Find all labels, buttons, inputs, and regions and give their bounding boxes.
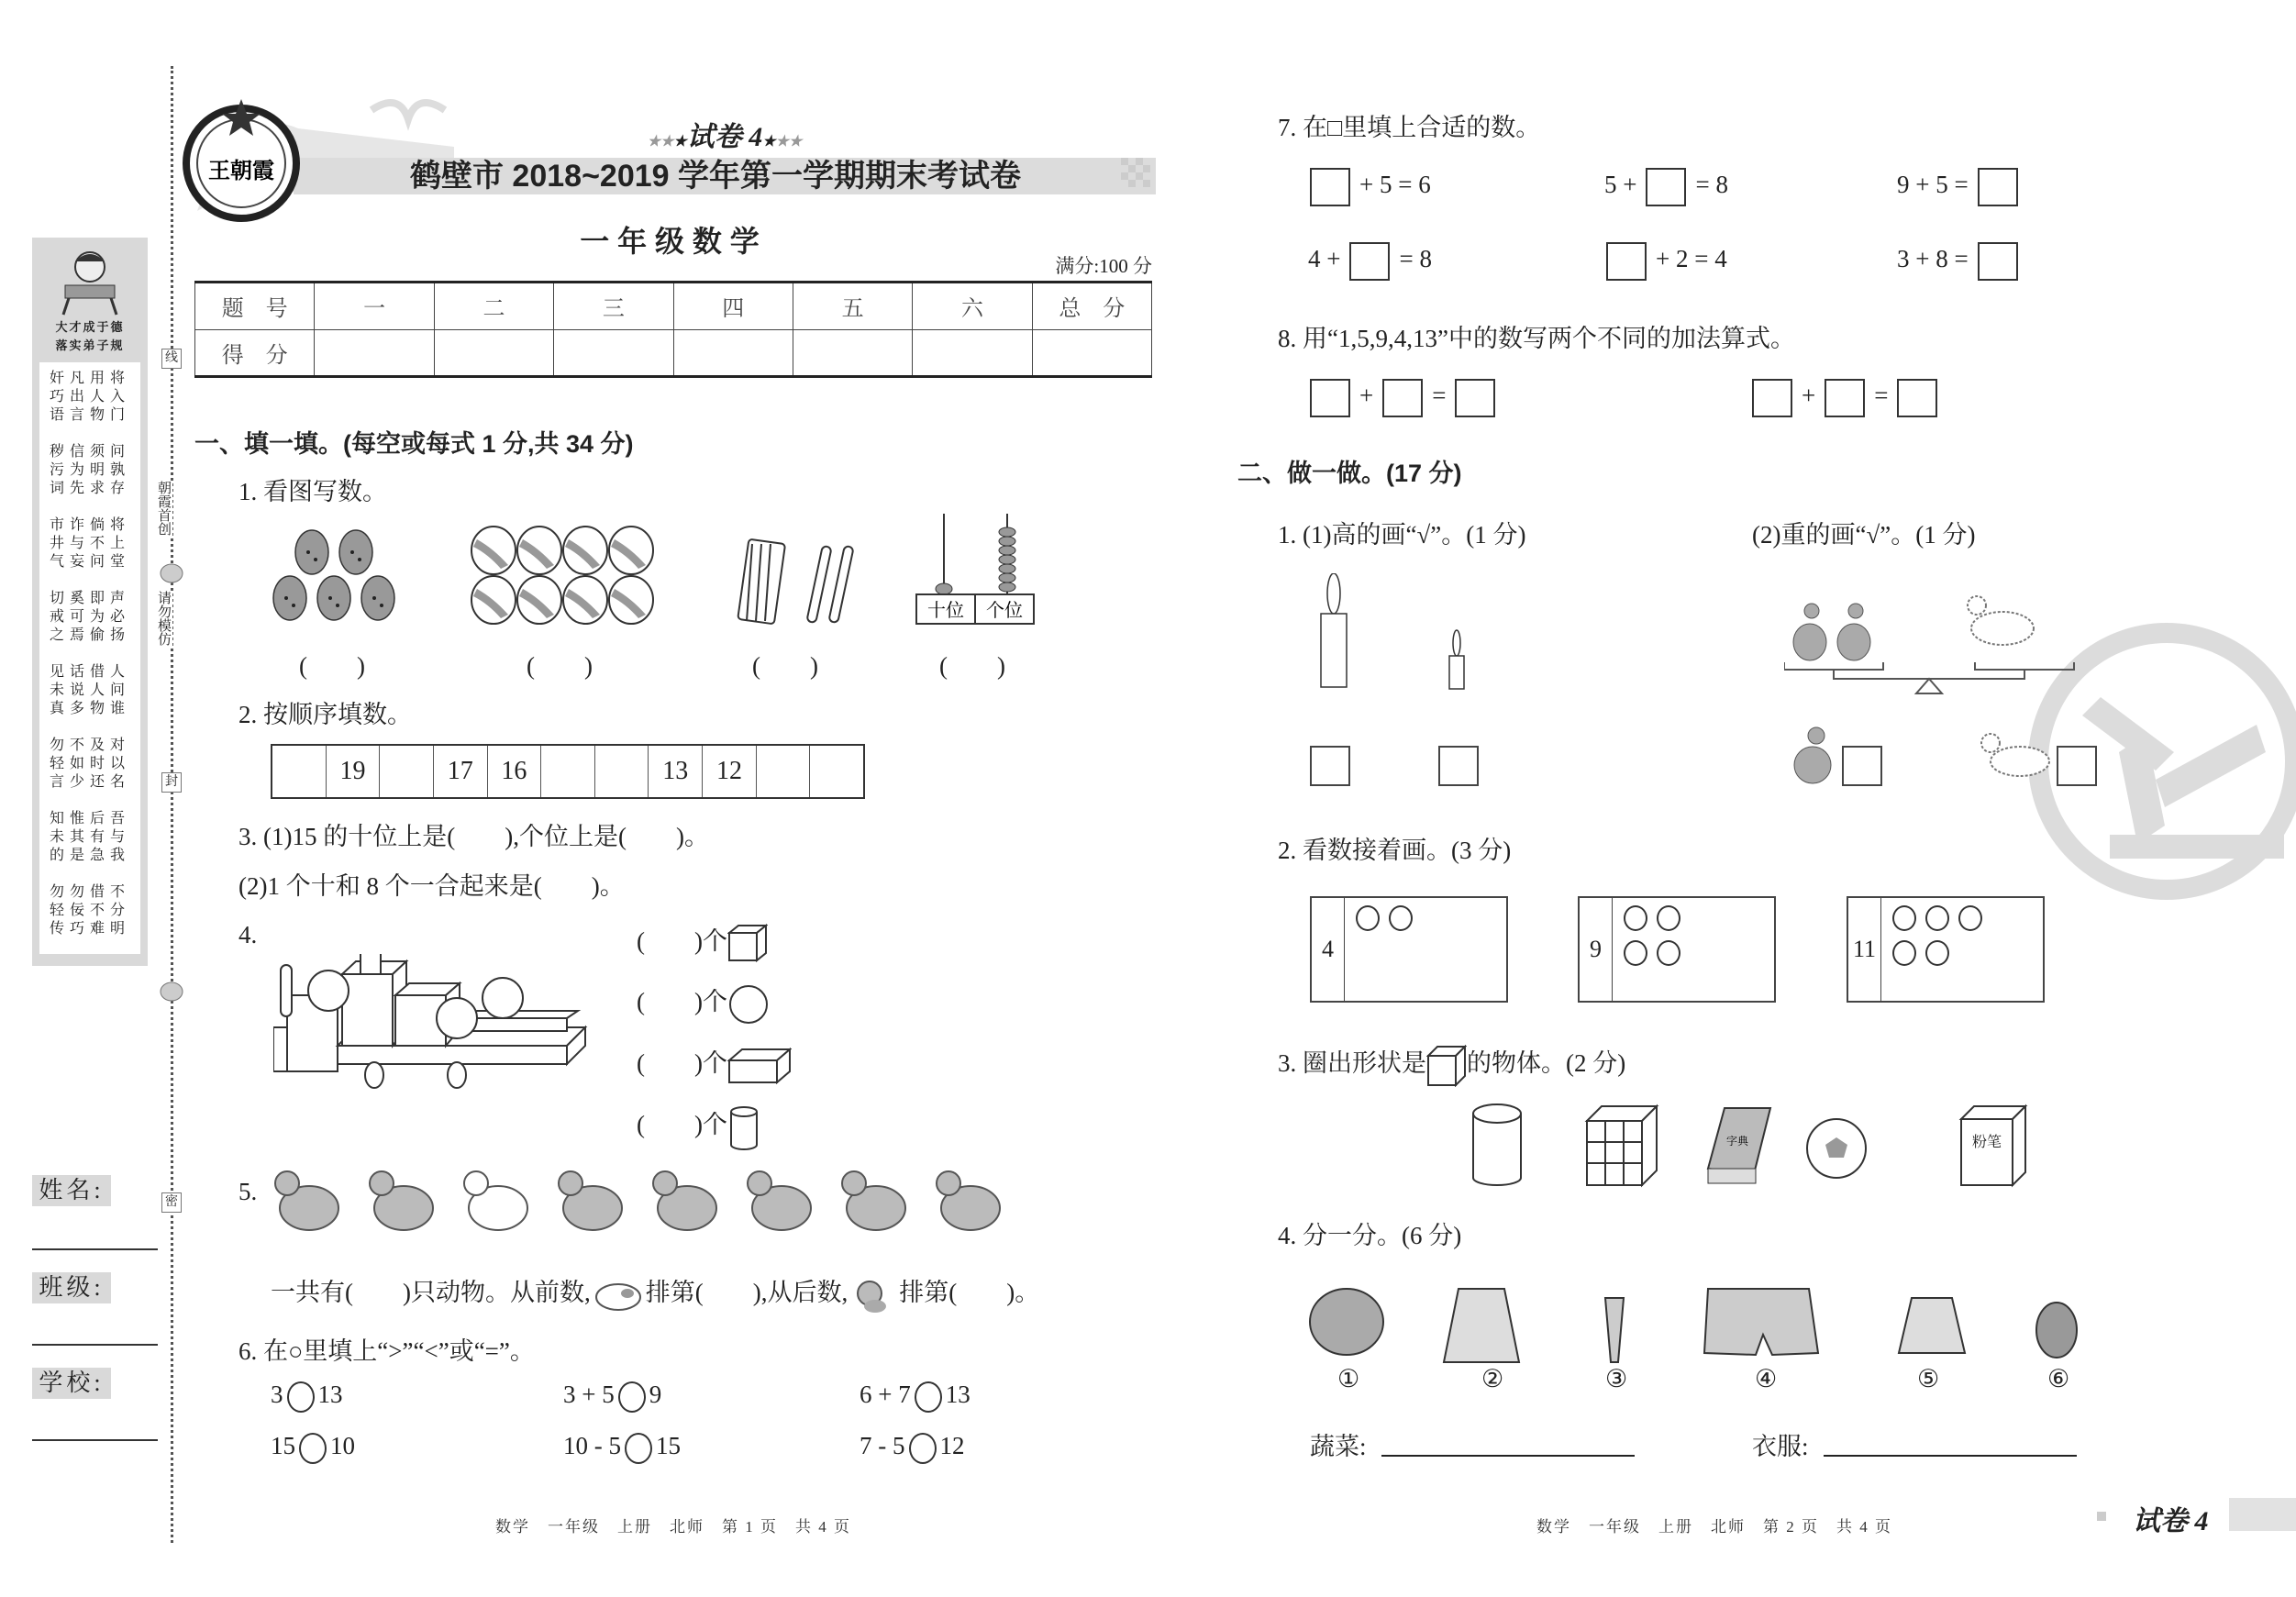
equation — [1304, 379, 1501, 417]
score-header-cell: 总 分 — [1032, 283, 1151, 330]
equation-text: + — [1359, 382, 1374, 410]
comparison-left: 3 — [271, 1381, 283, 1408]
comparison-right: 13 — [317, 1381, 343, 1408]
comparison-circle[interactable] — [287, 1381, 315, 1413]
number-sequence-table — [271, 744, 865, 799]
poem-line: 未说人问 — [49, 682, 130, 698]
poem-line: 气妄问堂 — [49, 554, 130, 570]
answer-box[interactable] — [1752, 379, 1792, 417]
q1-blank-2[interactable]: ( ) — [527, 652, 593, 680]
answer-box[interactable] — [1455, 379, 1495, 417]
equation — [1601, 242, 1731, 281]
motto-line: 落实弟子规 — [55, 338, 125, 352]
equation-text: 3 + 8 = — [1897, 245, 1969, 273]
chalk-label: 粉笔 — [1971, 1135, 2002, 1150]
item-number: ⑥ — [2047, 1365, 2070, 1392]
equation — [1304, 242, 1436, 281]
circle-mark — [1356, 905, 1380, 931]
shirt-image — [1444, 1289, 1519, 1362]
name-field[interactable] — [32, 1248, 158, 1250]
poem-gap — [39, 498, 140, 516]
poem-line: 轻如时以 — [49, 756, 130, 771]
q5-sentence — [271, 1272, 1039, 1314]
blocks-train-image — [273, 954, 594, 1096]
q2-4-title: 4. 分一分。(6 分) — [1278, 1222, 1462, 1249]
q5-part-3: 排第( )。 — [899, 1279, 1040, 1306]
poem-line: 奸凡用将 — [49, 371, 130, 386]
football-object[interactable] — [1807, 1119, 1866, 1178]
comparison-item — [860, 1432, 965, 1464]
poem-gap — [39, 425, 140, 443]
comparison-left: 7 - 5 — [860, 1432, 905, 1459]
ball — [471, 527, 516, 574]
star-icon: ★ — [762, 134, 776, 150]
poem-line: 见话借人 — [49, 664, 130, 680]
abacus-ones-label: 个位 — [986, 601, 1023, 621]
notice-original: 朝霞首创 — [150, 481, 172, 536]
exam-title: 鹤壁市 2018~2019 学年第一学期期末考试卷 — [409, 159, 1022, 194]
circle-mark — [1624, 905, 1647, 931]
sequence-blank-cell[interactable] — [595, 746, 649, 797]
comparison-right: 15 — [656, 1432, 681, 1459]
score-header-row — [195, 283, 1152, 330]
q1-blank-1[interactable]: ( ) — [299, 652, 365, 680]
subject-title: 一 年 级 数 学 — [580, 225, 760, 258]
poem-line: 语言物门 — [49, 407, 130, 423]
clothes-label: 衣服: — [1752, 1433, 1809, 1460]
q3-title-a: 3. 圈出形状是 — [1278, 1049, 1426, 1077]
q5-number: 5. — [238, 1178, 258, 1205]
carrot-image — [1605, 1298, 1624, 1362]
circle-mark — [1958, 905, 1982, 931]
monkey-icon — [848, 1277, 899, 1314]
q7-title: 7. 在□里填上合适的数。 — [1278, 114, 1541, 141]
sequence-cell: 17 — [434, 746, 488, 797]
cube-count-label[interactable]: ( )个 — [637, 927, 727, 955]
cuboid-count-label[interactable]: ( )个 — [637, 1049, 727, 1077]
page-1-footer: 数学 一年级 上册 北师 第 1 页 共 4 页 — [495, 1518, 851, 1536]
vegetables-answer-line[interactable] — [1381, 1455, 1635, 1457]
poem-line: 勿不及对 — [49, 738, 130, 753]
score-cell[interactable] — [673, 329, 793, 377]
comparison-right: 9 — [649, 1381, 662, 1408]
animals-row-image — [268, 1158, 1020, 1245]
ball — [517, 576, 561, 624]
poem-line: 轻佞不分 — [49, 903, 130, 918]
q1-title: 1. 看图写数。 — [238, 478, 387, 505]
goat-icon — [1972, 725, 2057, 798]
checker-decoration — [1121, 158, 1154, 194]
corner-band — [2229, 1498, 2296, 1531]
comparison-left: 6 + 7 — [860, 1381, 911, 1408]
poem-line: 秽信须问 — [49, 444, 130, 460]
circle-mark — [1657, 905, 1680, 931]
poem-line: 戒可为必 — [49, 609, 130, 625]
comparison-item — [563, 1432, 681, 1464]
poem-gap — [39, 792, 140, 810]
rabbit-image — [275, 1171, 338, 1230]
item-number: ③ — [1605, 1365, 1628, 1392]
goat-checkbox[interactable] — [2057, 746, 2097, 786]
notice-no-copy: 请勿模仿 — [150, 591, 172, 646]
answer-box[interactable] — [1897, 379, 1937, 417]
full-score: 满分:100 分 — [1055, 255, 1152, 277]
sequence-cell: 13 — [649, 746, 703, 797]
balls-image — [470, 525, 657, 626]
balance-scale-image — [1784, 578, 2078, 697]
q5-part-2: 排第( ),从后数, — [645, 1279, 849, 1306]
chick-image — [937, 1171, 1000, 1230]
poem-line: 的是急我 — [49, 848, 130, 863]
ball — [563, 527, 607, 574]
cylinder-count-blank — [637, 1104, 760, 1150]
sequence-cell: 19 — [327, 746, 381, 797]
corner-dots — [2097, 1512, 2106, 1521]
q1-blank-4[interactable]: ( ) — [939, 652, 1005, 680]
q4-number: 4. — [238, 921, 258, 948]
score-cell[interactable] — [1032, 329, 1151, 377]
answer-box[interactable] — [1382, 379, 1423, 417]
star-icon: ★ — [673, 134, 687, 150]
score-header-cell: 题 号 — [195, 283, 315, 330]
motto-line: 大才成于德 — [55, 320, 125, 334]
circle-mark — [1389, 905, 1413, 931]
ball — [517, 527, 561, 574]
answer-box[interactable] — [1606, 242, 1647, 281]
circle-mark — [1925, 940, 1949, 966]
q3-line-2: (2)1 个十和 8 个一合起来是( )。 — [238, 872, 625, 900]
answer-box[interactable] — [1310, 168, 1350, 206]
sequence-blank-cell[interactable] — [757, 746, 811, 797]
cube-icon — [727, 924, 768, 964]
equation-text: 4 + — [1308, 245, 1341, 273]
clothes-answer-line[interactable] — [1824, 1455, 2077, 1457]
answer-box[interactable] — [1978, 242, 2018, 281]
dizigui-poem — [39, 362, 140, 954]
class-label: 班级: — [32, 1272, 111, 1303]
vegetables-label: 蔬菜: — [1310, 1433, 1367, 1460]
corner-paper-number: 试卷 4 — [2133, 1506, 2209, 1536]
q6-title: 6. 在○里填上“>”“<”或“=”。 — [238, 1337, 535, 1365]
student-reading-icon — [60, 245, 120, 316]
cube-icon — [1426, 1045, 1467, 1087]
binding-line — [171, 66, 173, 1543]
cylinder-object[interactable] — [1473, 1104, 1521, 1185]
ball — [563, 576, 607, 624]
sphere-count-label[interactable]: ( )个 — [637, 988, 727, 1015]
page-2-footer: 数学 一年级 上册 北师 第 2 页 共 4 页 — [1536, 1518, 1892, 1536]
candles-image — [1312, 573, 1477, 693]
poem-line: 井与不上 — [49, 536, 130, 551]
monkey-image — [653, 1171, 716, 1230]
item-number: ④ — [1755, 1365, 1778, 1392]
school-field[interactable] — [32, 1439, 158, 1441]
poem-line: 言少还名 — [49, 774, 130, 790]
q2-3-title — [1278, 1043, 1625, 1087]
objects-row-image — [1468, 1101, 2055, 1192]
comparison-circle[interactable] — [625, 1433, 652, 1464]
q3-line-1: 3. (1)15 的十位上是( ),个位上是( )。 — [238, 823, 709, 850]
sequence-cell: 16 — [488, 746, 542, 797]
school-label: 学校: — [32, 1368, 111, 1399]
equation-text: 9 + 5 = — [1897, 171, 1969, 199]
equation-text: = — [1432, 382, 1447, 410]
strawberries-image — [268, 525, 405, 626]
q2-title: 2. 按顺序填数。 — [238, 701, 412, 728]
poem-line: 真多物谁 — [49, 701, 130, 716]
q2-2-title: 2. 看数接着画。(3 分) — [1278, 837, 1512, 864]
sphere-icon — [727, 983, 770, 1026]
q2-1b-title: (2)重的画“√”。(1 分) — [1752, 521, 1976, 549]
cylinder-count-label[interactable]: ( )个 — [637, 1111, 727, 1139]
circle-mark — [1892, 905, 1916, 931]
sequence-cell: 12 — [703, 746, 757, 797]
poem-gap — [39, 865, 140, 883]
equation — [1747, 379, 1943, 417]
sphere-count-blank — [637, 981, 770, 1026]
comparison-item — [563, 1381, 661, 1413]
binding-mark-xian: 线 — [161, 349, 182, 369]
equation-text: = 8 — [1695, 171, 1728, 199]
score-table — [194, 281, 1152, 378]
poem-line: 词先求存 — [49, 481, 130, 496]
comparison-left: 10 - 5 — [563, 1432, 621, 1459]
paper-number-text: 试卷 4 — [686, 122, 763, 152]
poem-line: 传巧难明 — [49, 921, 130, 937]
section-1-heading: 一、填一填。(每空或每式 1 分,共 34 分) — [194, 430, 634, 458]
sequence-blank-cell[interactable] — [272, 746, 327, 797]
abacus-image — [913, 514, 1041, 631]
q5-part-1: 一共有( )只动物。从前数, — [271, 1279, 591, 1306]
dictionary-label: 字典 — [1725, 1135, 1749, 1148]
poem-line: 切奚即声 — [49, 591, 130, 606]
comparison-right: 10 — [330, 1432, 355, 1459]
comparison-right: 13 — [945, 1381, 971, 1408]
answer-box[interactable] — [1310, 379, 1350, 417]
items-row-image — [1303, 1280, 2128, 1367]
draw-box-number: 4 — [1312, 898, 1345, 1001]
abacus-tens-label: 十位 — [927, 601, 964, 621]
cube-count-blank — [637, 921, 768, 964]
draw-box[interactable] — [1578, 896, 1776, 1003]
equation — [1893, 168, 2024, 206]
seal-icon — [158, 980, 185, 1004]
score-cell[interactable] — [793, 329, 912, 377]
chalk-box-object[interactable] — [1961, 1106, 2025, 1185]
logo — [180, 97, 303, 226]
logo-text: 王朝霞 — [208, 157, 274, 183]
dictionary-object[interactable] — [1708, 1108, 1770, 1183]
comparison-item — [271, 1432, 355, 1464]
circle-mark — [1624, 940, 1647, 966]
short-candle-checkbox[interactable] — [1438, 746, 1479, 786]
score-cell[interactable] — [554, 329, 673, 377]
circle-mark — [1925, 905, 1949, 931]
equation-text: = 8 — [1399, 245, 1432, 273]
equation — [1893, 242, 2024, 281]
ball — [609, 527, 653, 574]
comparison-circle[interactable] — [299, 1433, 327, 1464]
ball — [471, 576, 516, 624]
rubiks-cube-object[interactable] — [1587, 1106, 1657, 1185]
cuboid-icon — [727, 1048, 792, 1084]
equation-text: = — [1874, 382, 1889, 410]
ball — [609, 576, 653, 624]
binding-mark-mi: 密 — [161, 1192, 182, 1213]
equation-text: + — [1802, 382, 1816, 410]
item-number: ② — [1481, 1365, 1504, 1392]
poem-gap — [39, 571, 140, 590]
comparison-circle[interactable] — [909, 1433, 937, 1464]
equation-text: 5 + — [1604, 171, 1637, 199]
shorts-image — [1704, 1289, 1818, 1355]
answer-box[interactable] — [1646, 168, 1686, 206]
score-header-cell: 四 — [673, 283, 793, 330]
answer-box[interactable] — [1349, 242, 1390, 281]
cow-icon — [591, 1277, 646, 1314]
equation — [1601, 168, 1732, 206]
duck-icon — [1789, 723, 1840, 793]
answer-box[interactable] — [1978, 168, 2018, 206]
score-row-label: 得 分 — [195, 329, 315, 377]
poem-line: 污为明孰 — [49, 462, 130, 478]
sticks-image — [734, 537, 862, 628]
cylinder-icon — [727, 1104, 760, 1150]
section-2-heading: 二、做一做。(17 分) — [1237, 460, 1462, 487]
motto — [32, 318, 148, 355]
equation-text: + 5 = 6 — [1359, 171, 1431, 199]
class-field[interactable] — [32, 1344, 158, 1346]
tiger-image — [748, 1171, 811, 1230]
score-cell[interactable] — [315, 329, 434, 377]
sequence-blank-cell[interactable] — [380, 746, 434, 797]
poem-gap — [39, 645, 140, 663]
poem-line: 未其有与 — [49, 829, 130, 845]
cabbage-image — [1310, 1289, 1383, 1355]
comparison-left: 15 — [271, 1432, 295, 1459]
horse-image — [370, 1171, 433, 1230]
tall-candle-checkbox[interactable] — [1310, 746, 1350, 786]
squirrel-image — [842, 1171, 905, 1230]
sequence-blank-cell[interactable] — [810, 746, 863, 797]
comparison-right: 12 — [939, 1432, 965, 1459]
q8-title: 8. 用“1,5,9,4,13”中的数写两个不同的加法算式。 — [1278, 325, 1795, 352]
draw-box[interactable] — [1310, 896, 1508, 1003]
score-header-cell: 二 — [434, 283, 553, 330]
comparison-item — [860, 1381, 971, 1413]
answer-box[interactable] — [1825, 379, 1865, 417]
score-header-cell: 五 — [793, 283, 912, 330]
duck-checkbox[interactable] — [1842, 746, 1882, 786]
name-label: 姓名: — [32, 1175, 111, 1206]
comparison-circle[interactable] — [618, 1381, 646, 1413]
comparison-item — [271, 1381, 343, 1413]
stars-icon: ★★ — [775, 134, 803, 150]
goat-image — [559, 1171, 622, 1230]
equation — [1304, 168, 1435, 206]
q2-1a-title: 1. (1)高的画“√”。(1 分) — [1278, 521, 1526, 549]
poem-line: 勿勿借不 — [49, 884, 130, 900]
paper-number — [587, 114, 862, 154]
circle-mark — [1657, 940, 1680, 966]
score-cell[interactable] — [434, 329, 553, 377]
draw-box-number: 9 — [1580, 898, 1613, 1001]
eggplant-image — [2036, 1303, 2077, 1358]
comparison-left: 3 + 5 — [563, 1381, 615, 1408]
poem-line: 之焉偷扬 — [49, 627, 130, 643]
cuboid-count-blank — [637, 1043, 792, 1084]
circle-mark — [1892, 940, 1916, 966]
q1-blank-3[interactable]: ( ) — [752, 652, 818, 680]
score-header-cell: 三 — [554, 283, 673, 330]
draw-box[interactable] — [1847, 896, 2045, 1003]
score-header-cell: 一 — [315, 283, 434, 330]
score-row — [195, 329, 1152, 377]
sidebar-panel — [32, 238, 148, 966]
binding-mark-feng: 封 — [161, 772, 182, 793]
item-number: ① — [1337, 1365, 1360, 1392]
draw-box-number: 11 — [1848, 898, 1881, 1001]
poem-line: 市诈倘将 — [49, 517, 130, 533]
stars-icon: ★★ — [647, 134, 674, 150]
score-header-cell: 六 — [913, 283, 1032, 330]
sequence-blank-cell[interactable] — [541, 746, 595, 797]
cow-image — [464, 1171, 527, 1230]
seal-icon — [158, 561, 185, 585]
equation-text: + 2 = 4 — [1656, 245, 1727, 273]
poem-gap — [39, 718, 140, 737]
poem-line: 知惟后吾 — [49, 811, 130, 826]
sweater-image — [1899, 1298, 1965, 1353]
item-number: ⑤ — [1917, 1365, 1940, 1392]
poem-line: 巧出人入 — [49, 389, 130, 405]
q3-title-b: 的物体。(2 分) — [1467, 1049, 1626, 1077]
comparison-circle[interactable] — [915, 1381, 942, 1413]
score-cell[interactable] — [913, 329, 1032, 377]
